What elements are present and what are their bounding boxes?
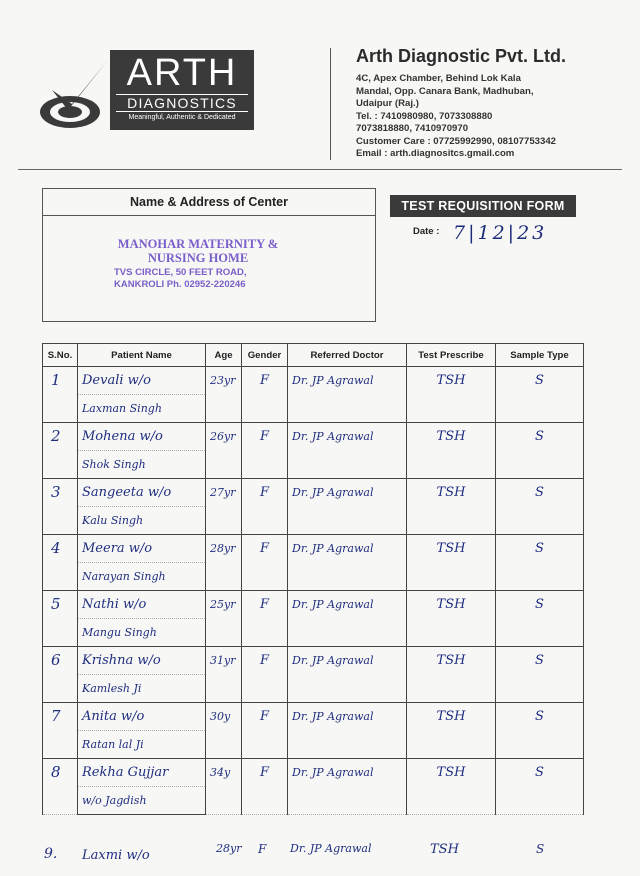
date-label: Date :: [413, 226, 440, 237]
name-line-1: Mohena w/o: [82, 429, 163, 444]
cell-test: [407, 703, 496, 759]
address-line: Udaipur (Raj.): [356, 98, 419, 109]
extra-doctor: Dr. JP Agrawal: [290, 842, 372, 855]
cell-age: [206, 479, 242, 535]
gender-value: F: [259, 429, 270, 444]
gender-value: F: [259, 653, 270, 668]
name-line-2: Shok Singh: [82, 458, 146, 471]
company-name: Arth Diagnostic Pvt. Ltd.: [356, 46, 567, 66]
age-value: 30y: [210, 710, 231, 723]
address-line: 4C, Apex Chamber, Behind Lok Kala: [356, 73, 521, 84]
logo-emblem-icon: [38, 60, 110, 136]
table-row: [43, 647, 584, 675]
name-line-1: Sangeeta w/o: [82, 485, 172, 500]
cell-test: [407, 423, 496, 479]
sno-value: 3: [51, 483, 61, 501]
age-value: 26yr: [210, 430, 236, 443]
telephone-2: 7073818880, 7410970970: [356, 123, 469, 134]
cell-doctor: [288, 535, 407, 591]
sample-value: S: [535, 485, 544, 500]
name-line-1: Devali w/o: [82, 373, 151, 388]
name-line-1: Meera w/o: [82, 541, 153, 556]
sample-value: S: [535, 429, 544, 444]
cell-name: [78, 423, 206, 451]
cell-name-2: [78, 731, 206, 759]
header-sno: S.No.: [43, 344, 78, 367]
age-value: 28yr: [210, 542, 236, 555]
cell-name: [78, 591, 206, 619]
cell-sno: [43, 647, 78, 703]
sno-value: 7: [51, 707, 61, 725]
cell-age: [206, 647, 242, 703]
cell-test: [407, 535, 496, 591]
gender-value: F: [259, 765, 270, 780]
cell-name-2: [78, 451, 206, 479]
stamp-line: TVS CIRCLE, 50 FEET ROAD,: [114, 267, 247, 278]
header-patient-name: Patient Name: [78, 344, 206, 367]
cell-sno: [43, 759, 78, 815]
table-row: [43, 759, 584, 787]
form-title: TEST REQUISITION FORM: [390, 195, 576, 217]
stamp-line: KANKROLI Ph. 02952-220246: [114, 279, 246, 290]
extra-gender: F: [258, 842, 267, 856]
doctor-value: Dr. JP Agrawal: [292, 598, 374, 611]
extra-row: [44, 842, 584, 876]
cell-sno: [43, 479, 78, 535]
cell-sample: [496, 535, 584, 591]
name-line-2: Laxman Singh: [82, 402, 162, 415]
cell-test: [407, 479, 496, 535]
test-value: TSH: [436, 653, 466, 668]
cell-age: [206, 703, 242, 759]
cell-gender: [242, 367, 288, 423]
sno-value: 6: [51, 651, 61, 669]
logo-word: ARTH: [126, 52, 238, 94]
cell-doctor: [288, 367, 407, 423]
requisition-table: [42, 343, 584, 815]
sample-value: S: [535, 373, 544, 388]
cell-name-2: [78, 507, 206, 535]
gender-value: F: [259, 485, 270, 500]
name-line-1: Krishna w/o: [82, 653, 161, 668]
cell-doctor: [288, 423, 407, 479]
age-value: 25yr: [210, 598, 236, 611]
cell-test: [407, 759, 496, 815]
cell-name: [78, 479, 206, 507]
sno-value: 5: [51, 595, 61, 613]
center-stamp: [98, 237, 298, 291]
logo-sub: DIAGNOSTICS: [116, 94, 248, 112]
extra-sno: 9.: [44, 846, 58, 862]
cell-name: [78, 647, 206, 675]
extra-sample: S: [536, 842, 545, 856]
doctor-value: Dr. JP Agrawal: [292, 542, 374, 555]
test-value: TSH: [436, 541, 466, 556]
cell-sno: [43, 535, 78, 591]
header-age: Age: [206, 344, 242, 367]
stamp-line: MANOHAR MATERNITY &: [117, 237, 279, 251]
table-header-row: [43, 344, 584, 367]
cell-name-2: [78, 563, 206, 591]
test-value: TSH: [436, 765, 466, 780]
sample-value: S: [535, 709, 544, 724]
sample-value: S: [535, 541, 544, 556]
center-heading: Name & Address of Center: [43, 189, 375, 216]
cell-name-2: [78, 619, 206, 647]
cell-gender: [242, 759, 288, 815]
cell-sample: [496, 423, 584, 479]
name-line-1: Rekha Gujjar: [82, 765, 169, 780]
cell-name-2: [78, 395, 206, 423]
table-row: [43, 367, 584, 395]
logo-tagline: Meaningful, Authentic & Dedicated: [128, 114, 236, 121]
cell-sample: [496, 759, 584, 815]
age-value: 31yr: [210, 654, 236, 667]
name-line-2: Narayan Singh: [82, 570, 166, 583]
doctor-value: Dr. JP Agrawal: [292, 374, 374, 387]
table-row: [43, 535, 584, 563]
gender-value: F: [259, 709, 270, 724]
cell-sno: [43, 367, 78, 423]
sno-value: 8: [51, 763, 61, 781]
extra-test: TSH: [430, 842, 459, 857]
cell-name-2: [78, 675, 206, 703]
name-line-1: Nathi w/o: [82, 597, 147, 612]
cell-name: [78, 759, 206, 787]
doctor-value: Dr. JP Agrawal: [292, 430, 374, 443]
telephone: Tel. : 7410980980, 7073308880: [356, 110, 493, 122]
header-sample-type: Sample Type: [496, 344, 584, 367]
doctor-value: Dr. JP Agrawal: [292, 486, 374, 499]
age-value: 27yr: [210, 486, 236, 499]
cell-age: [206, 535, 242, 591]
sno-value: 1: [51, 371, 61, 389]
cell-doctor: [288, 759, 407, 815]
table-row: [43, 423, 584, 451]
age-value: 34y: [210, 766, 231, 779]
cell-sno: [43, 703, 78, 759]
sample-value: S: [535, 597, 544, 612]
age-value: 23yr: [210, 374, 236, 387]
cell-name-2: [78, 787, 206, 815]
cell-gender: [242, 703, 288, 759]
sno-value: 2: [51, 427, 61, 445]
cell-age: [206, 423, 242, 479]
cell-sample: [496, 367, 584, 423]
header-test-prescribe: Test Prescribe: [407, 344, 496, 367]
sno-value: 4: [51, 539, 61, 557]
doctor-value: Dr. JP Agrawal: [292, 654, 374, 667]
company-info: [356, 46, 626, 161]
name-line-2: Mangu Singh: [82, 626, 157, 639]
cell-name: [78, 367, 206, 395]
name-line-1: Anita w/o: [82, 709, 145, 724]
gender-value: F: [259, 373, 270, 388]
table-row: [43, 591, 584, 619]
logo: [110, 50, 254, 130]
cell-doctor: [288, 591, 407, 647]
extra-name: Laxmi w/o: [82, 848, 150, 863]
cell-sno: [43, 591, 78, 647]
customer-care: Customer Care : 07725992990, 08107753342: [356, 135, 557, 147]
address-line: Mandal, Opp. Canara Bank, Madhuban,: [356, 85, 534, 97]
header-gender: Gender: [242, 344, 288, 367]
cell-sample: [496, 647, 584, 703]
table-row: [43, 479, 584, 507]
extra-age: 28yr: [216, 842, 242, 855]
doctor-value: Dr. JP Agrawal: [292, 766, 374, 779]
name-line-2: Kamlesh Ji: [82, 682, 142, 695]
name-line-2: Kalu Singh: [82, 514, 144, 527]
cell-doctor: [288, 703, 407, 759]
date-value: 7|12|23: [453, 222, 548, 244]
cell-gender: [242, 479, 288, 535]
test-value: TSH: [436, 373, 466, 388]
gender-value: F: [259, 541, 270, 556]
cell-doctor: [288, 479, 407, 535]
test-value: TSH: [436, 429, 466, 444]
cell-test: [407, 647, 496, 703]
test-value: TSH: [436, 597, 466, 612]
cell-sample: [496, 703, 584, 759]
cell-sample: [496, 591, 584, 647]
email: Email : arth.diagnositcs.gmail.com: [356, 148, 515, 159]
table-row: [43, 703, 584, 731]
cell-age: [206, 759, 242, 815]
cell-test: [407, 367, 496, 423]
cell-gender: [242, 423, 288, 479]
cell-gender: [242, 647, 288, 703]
header-referred-doctor: Referred Doctor: [288, 344, 407, 367]
header-rule: [18, 169, 622, 170]
cell-doctor: [288, 647, 407, 703]
center-box: [42, 188, 376, 322]
gender-value: F: [259, 597, 270, 612]
test-value: TSH: [436, 709, 466, 724]
cell-sno: [43, 423, 78, 479]
test-value: TSH: [436, 485, 466, 500]
name-line-2: w/o Jagdish: [82, 794, 147, 807]
doctor-value: Dr. JP Agrawal: [292, 710, 374, 723]
cell-gender: [242, 591, 288, 647]
cell-age: [206, 591, 242, 647]
cell-sample: [496, 479, 584, 535]
stamp-line: NURSING HOME: [147, 251, 249, 265]
cell-gender: [242, 535, 288, 591]
sample-value: S: [535, 653, 544, 668]
cell-name: [78, 535, 206, 563]
name-line-2: Ratan lal Ji: [82, 738, 144, 751]
header-divider: [330, 48, 331, 160]
cell-test: [407, 591, 496, 647]
cell-age: [206, 367, 242, 423]
cell-name: [78, 703, 206, 731]
sample-value: S: [535, 765, 544, 780]
